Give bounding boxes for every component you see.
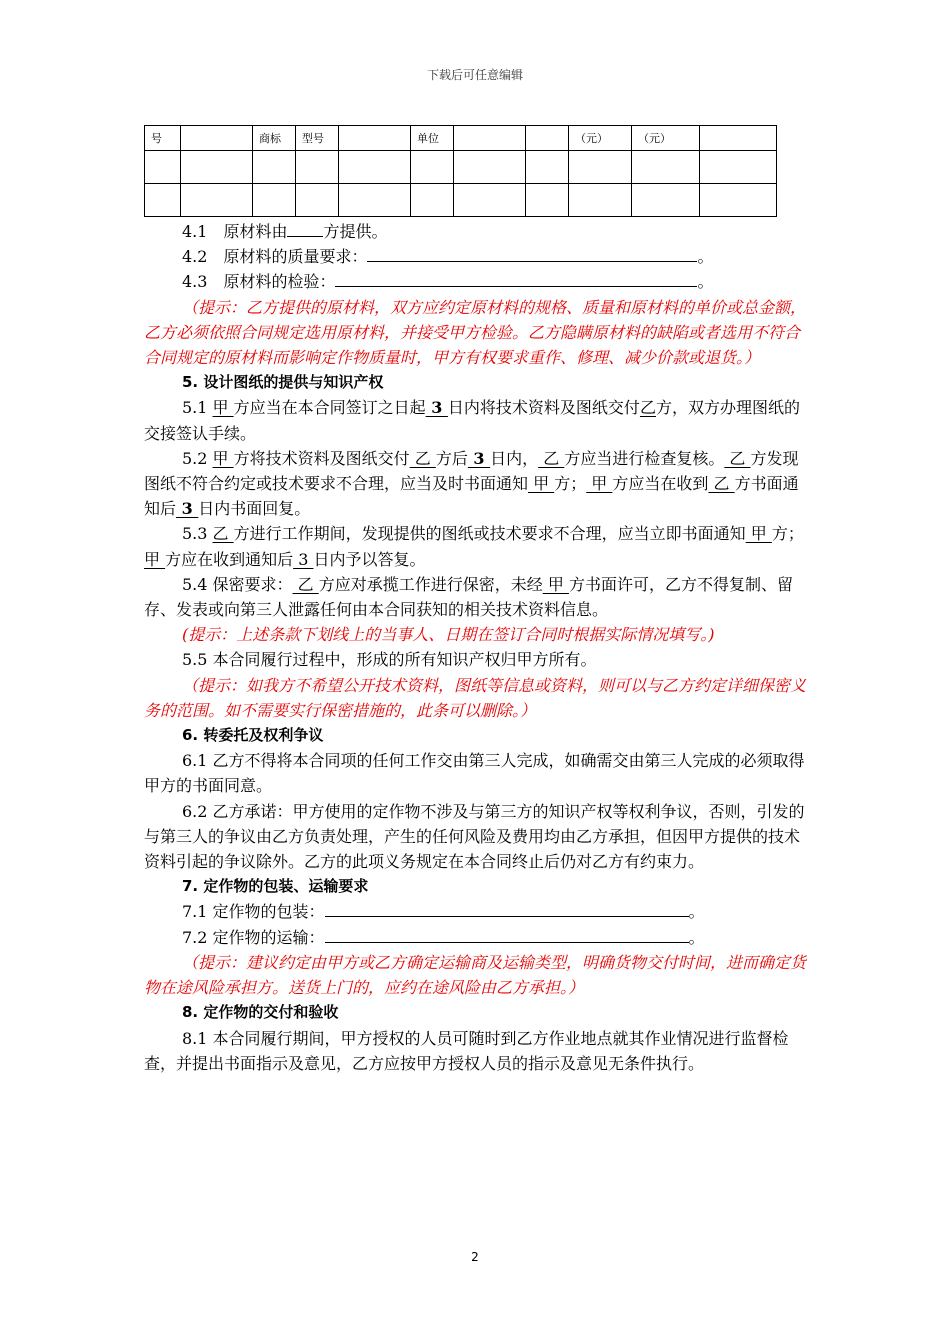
table-cell: [181, 151, 253, 184]
table-header-cell: [454, 126, 526, 151]
clause-text: 方；: [771, 524, 804, 544]
table-cell: [253, 184, 296, 217]
clause-text: 4.1 原材料由: [182, 222, 288, 241]
clause-text: 方书面通知后: [144, 474, 799, 519]
clause-text: 日内予以答复。: [313, 549, 426, 569]
table-cell: [569, 151, 632, 184]
clause-5-2: [144, 446, 814, 522]
page-number: 2: [471, 1250, 479, 1264]
table-header-cell: （元）: [569, 126, 632, 151]
clause-5-3: [144, 521, 814, 571]
fill-value: 甲: [528, 474, 555, 494]
table-cell: [454, 151, 526, 184]
clause-text: 日内，: [490, 448, 539, 468]
clause-text: 5.2: [182, 448, 213, 468]
fill-value: 乙: [538, 448, 565, 468]
section-8-title: 8. 定作物的交付和验收: [182, 1003, 339, 1022]
fill-value: 甲: [542, 574, 569, 594]
section-5-title: 5. 设计图纸的提供与知识产权: [182, 373, 384, 392]
table-row: [145, 151, 777, 184]
table-cell: [700, 184, 777, 217]
document-body: [144, 219, 814, 1076]
table-cell: [145, 151, 181, 184]
table-row: [145, 184, 777, 217]
clause-6-1: 6.1 乙方不得将本合同项的任何工作交由第三人完成，如确需交由第三人完成的必须取得甲方的书面同意。: [144, 751, 805, 796]
clause-text: 5.3: [182, 524, 213, 544]
clause-text: 方，双方办理图纸的交接签认手续。: [144, 398, 800, 443]
clause-text: 。: [688, 902, 705, 922]
table-cell: [632, 151, 700, 184]
fill-value: 甲: [144, 549, 166, 569]
table-header-cell: 商标: [253, 126, 296, 151]
fill-in-blank[interactable]: [325, 901, 689, 917]
clause-text: 方应当进行检查复核。: [564, 448, 725, 468]
table-cell: [569, 184, 632, 217]
table-cell: [296, 184, 339, 217]
table-cell: [700, 151, 777, 184]
clause-text: 方发现图纸不符合约定或技术要求不合理，应当及时书面通知: [144, 448, 799, 494]
table-cell: [253, 151, 296, 184]
table-cell: [181, 184, 253, 217]
fill-value: 3: [293, 549, 314, 569]
clause-5-4: [144, 572, 814, 622]
clause-4-2: [144, 244, 814, 269]
hint-fill-in: (提示：上述条款下划线上的当事人、日期在签订合同时根据实际情况填写。): [182, 625, 715, 645]
fill-in-blank[interactable]: [335, 271, 697, 287]
table-header-cell: [181, 126, 253, 151]
clause-text: 5.4 保密要求：: [182, 574, 293, 594]
fill-in-blank[interactable]: [367, 246, 697, 262]
clause-text: 。: [697, 272, 714, 292]
clause-text: 日内将技术资料及图纸交付: [447, 398, 640, 418]
fill-value: 乙: [639, 398, 656, 418]
clause-text: 5.1: [182, 398, 213, 418]
fill-value: 3: [425, 398, 448, 418]
table-cell: [296, 151, 339, 184]
clause-6-2: 6.2 乙方承诺：甲方使用的定作物不涉及与第三方的知识产权等权利争议，否则，引发的与第三人的争议由乙方负责处理，产生的任何风险及费用均由乙方承担，但因甲方提供的技术资料引起的争议除外。乙方的此项义务规定在本合同终止后仍对乙方有约束力。: [144, 801, 805, 872]
clause-5-1: [144, 395, 814, 445]
table-header-cell: 单位: [411, 126, 454, 151]
clause-4-3: [144, 269, 814, 294]
fill-value: 甲: [745, 524, 772, 544]
clause-text: 日内书面回复。: [198, 499, 311, 519]
fill-value: 乙: [212, 524, 234, 544]
table-header-cell: [526, 126, 569, 151]
clause-text: 方应对承揽工作进行保密，未经: [318, 574, 543, 594]
clause-text: 方应在收到通知后: [165, 549, 294, 569]
clause-text: 方进行工作期间，发现提供的图纸或技术要求不合理，应当立即书面通知: [233, 524, 746, 544]
fill-value: 乙: [409, 448, 436, 468]
table-header-cell: [339, 126, 411, 151]
clause-text: 方应当在本合同签订之日起: [233, 398, 426, 418]
fill-value: 乙: [292, 574, 319, 594]
hint-raw-materials: （提示：乙方提供的原材料，双方应约定原材料的规格、质量和原材料的单价或总金额，乙方必须依照合同规定选用原材料，并接受甲方检验。乙方隐瞒原材料的缺陷或者选用不符合合同规定的原材料而影响定作物质量时，甲方有权要求重作、修理、减少价款或退货。）: [144, 297, 807, 368]
fill-value: 3: [176, 499, 199, 519]
page-header: 下载后可任意编辑: [426, 68, 523, 82]
fill-in-blank[interactable]: [325, 927, 689, 943]
fill-value: 乙: [708, 474, 735, 494]
table-cell: [454, 184, 526, 217]
section-7-title: 7. 定作物的包装、运输要求: [182, 877, 369, 896]
table-cell: [145, 184, 181, 217]
clause-text: 方应当在收到: [612, 474, 709, 494]
hint-transport: （提示：建议约定由甲方或乙方确定运输商及运输类型，明确货物交付时间，进而确定货物在途风险承担方。送货上门的，应约在途风险由乙方承担。）: [144, 952, 807, 998]
table-cell: [526, 184, 569, 217]
clause-text: 7.2 定作物的运输：: [182, 927, 325, 947]
clause-text: 方后: [435, 448, 468, 468]
table-header-cell: [700, 126, 777, 151]
table-cell: [411, 184, 454, 217]
clause-text: 。: [688, 927, 705, 947]
table-cell: [411, 151, 454, 184]
fill-value: 3: [467, 448, 491, 468]
clause-7-1: [144, 899, 814, 924]
clause-text: 方将技术资料及图纸交付: [233, 448, 410, 468]
clause-4-1: [144, 219, 814, 244]
clause-text: 方书面许可，乙方不得复制、留存、发表或向第三人泄露任何由本合同获知的相关技术资料信息。: [144, 574, 793, 620]
fill-value: 乙: [724, 448, 751, 468]
clause-text: 方提供。: [323, 222, 388, 241]
table-cell: [339, 184, 411, 217]
clause-5-5: 5.5 本合同履行过程中，形成的所有知识产权归甲方所有。: [182, 650, 597, 670]
clause-7-2: [144, 925, 814, 950]
clause-text: 4.3 原材料的检验：: [182, 272, 336, 292]
table-cell: [339, 151, 411, 184]
table-header-cell: 号: [145, 126, 181, 151]
hint-confidentiality: （提示：如我方不希望公开技术资料，图纸等信息或资料，则可以与乙方约定详细保密义务的范围。如不需要实行保密措施的，此条可以删除。）: [144, 675, 807, 720]
fill-value: 甲: [212, 398, 234, 418]
clause-text: 4.2 原材料的质量要求：: [182, 247, 368, 267]
table-cell: [526, 151, 569, 184]
table-header-row: [145, 126, 777, 151]
table-header-cell: 型号: [296, 126, 339, 151]
fill-value: 甲: [586, 474, 613, 494]
materials-table: [144, 125, 777, 217]
clause-8-1: 8.1 本合同履行期间，甲方授权的人员可随时到乙方作业地点就其作业情况进行监督检查，并提出书面指示及意见，乙方应按甲方授权人员的指示及意见无条件执行。: [144, 1028, 789, 1073]
clause-text: 方；: [554, 474, 587, 494]
section-6-title: 6. 转委托及权利争议: [182, 726, 324, 745]
clause-text: 。: [697, 247, 714, 267]
table-cell: [632, 184, 700, 217]
fill-value: 甲: [212, 448, 234, 468]
fill-in-blank[interactable]: [287, 221, 323, 237]
clause-text: 7.1 定作物的包装：: [182, 902, 325, 922]
table-header-cell: （元）: [632, 126, 700, 151]
